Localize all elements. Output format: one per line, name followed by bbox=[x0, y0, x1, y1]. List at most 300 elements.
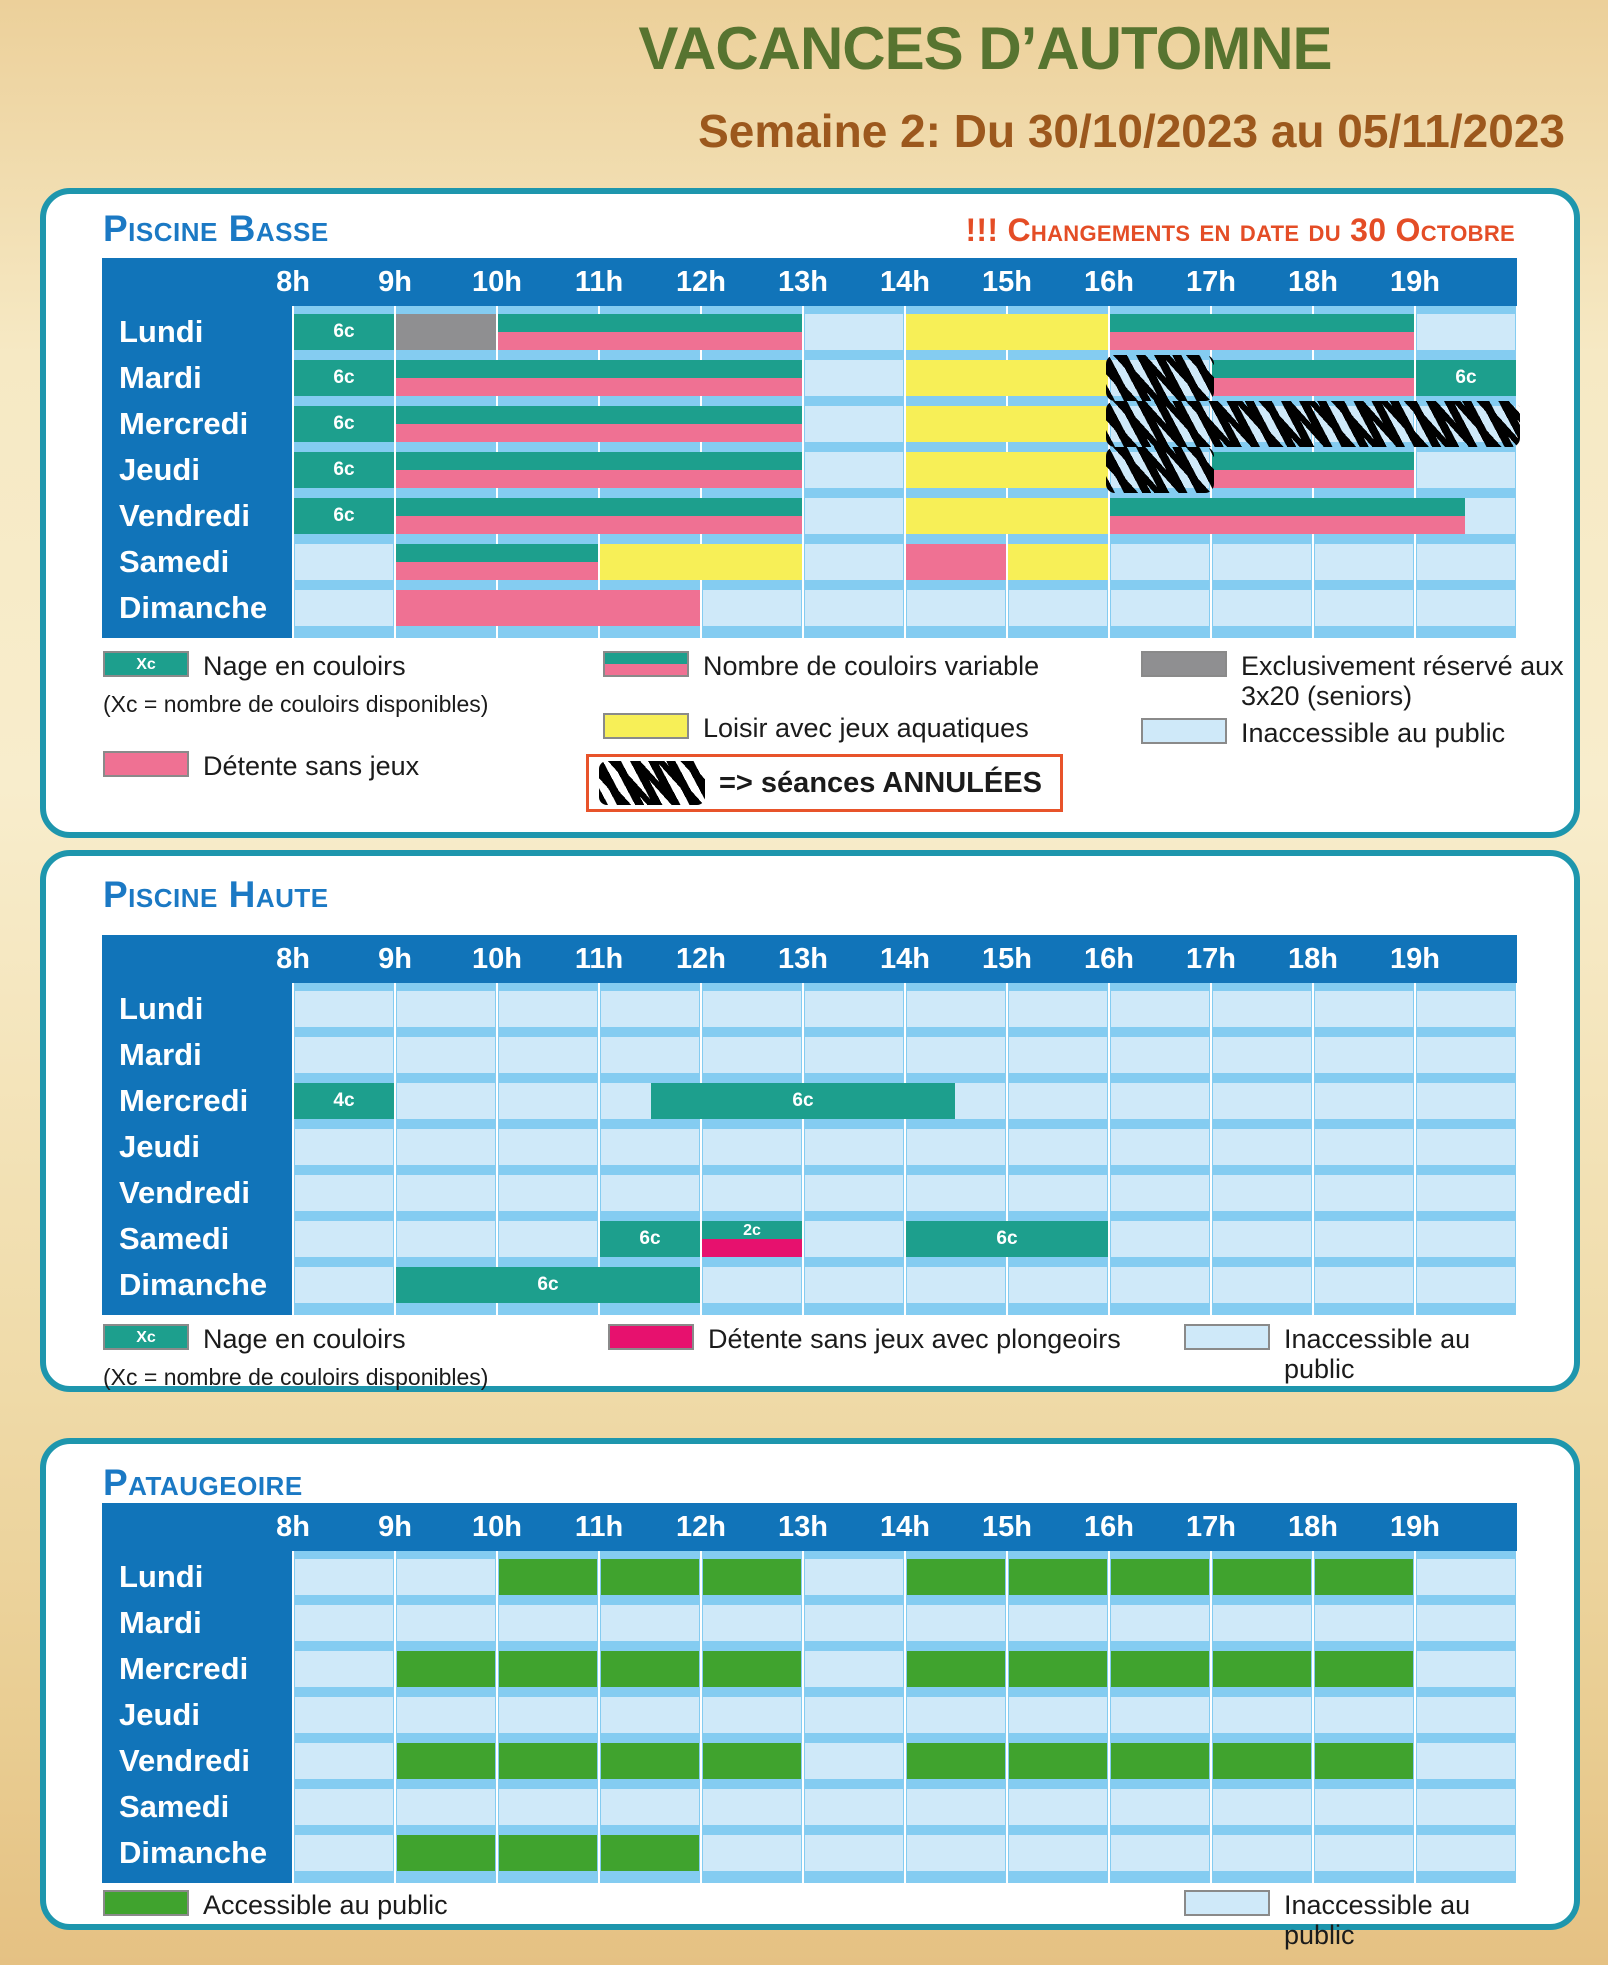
segment-bottom-relax bbox=[1110, 516, 1465, 534]
inaccessible-cell bbox=[1009, 1175, 1107, 1211]
inaccessible-cell bbox=[499, 991, 597, 1027]
hour-gridline bbox=[496, 983, 498, 1315]
inaccessible-cell bbox=[1417, 1221, 1515, 1257]
day-label: Lundi bbox=[119, 1559, 204, 1594]
hour-label: 9h bbox=[378, 266, 412, 298]
lane-count-label: 2c bbox=[743, 1222, 761, 1239]
segment-accessible bbox=[1009, 1559, 1107, 1595]
segment-accessible bbox=[1213, 1651, 1311, 1687]
inaccessible-cell bbox=[805, 991, 903, 1027]
inaccessible-cell bbox=[703, 590, 801, 626]
panel-piscine-haute bbox=[40, 850, 1580, 1392]
segment-seniors_3x20 bbox=[396, 314, 496, 350]
inaccessible-cell bbox=[1111, 544, 1209, 580]
hour-label: 8h bbox=[276, 943, 310, 975]
inaccessible-cell bbox=[1315, 1789, 1413, 1825]
section-title-pataugeoire: Pataugeoire bbox=[103, 1462, 303, 1503]
segment-annulee bbox=[1106, 401, 1520, 447]
segment-nage_en_couloirs bbox=[396, 1267, 700, 1303]
hour-label: 12h bbox=[676, 266, 726, 298]
inaccessible-cell bbox=[1111, 590, 1209, 626]
hour-label: 14h bbox=[880, 266, 930, 298]
segment-nage_en_couloirs bbox=[906, 1221, 1108, 1257]
segment-bottom-relax bbox=[1212, 470, 1414, 488]
inaccessible-cell bbox=[1213, 1605, 1311, 1641]
legend-label: Inaccessible au public bbox=[1284, 1890, 1471, 1950]
hour-label: 18h bbox=[1288, 943, 1338, 975]
grid-header bbox=[102, 935, 1517, 983]
legend-item-inaccessible bbox=[1141, 718, 1505, 748]
hour-label: 11h bbox=[574, 266, 624, 298]
segment-bottom-relax bbox=[396, 378, 802, 396]
hour-gridline bbox=[700, 1551, 702, 1883]
page-title: VACANCES D’AUTOMNE bbox=[638, 15, 1332, 82]
inaccessible-cell bbox=[1417, 1651, 1515, 1687]
inaccessible-cell bbox=[805, 1559, 903, 1595]
inaccessible-cell bbox=[295, 1037, 393, 1073]
hour-gridline bbox=[1414, 983, 1416, 1315]
hour-label: 15h bbox=[982, 943, 1032, 975]
legend-item-lanes_xc bbox=[103, 1324, 406, 1354]
inaccessible-cell bbox=[1111, 1037, 1209, 1073]
inaccessible-cell bbox=[703, 1835, 801, 1871]
legend-item-dive bbox=[608, 1324, 1121, 1354]
segment-detente_sans_jeux bbox=[396, 590, 700, 626]
legend-item-cancelled bbox=[586, 754, 1063, 812]
inaccessible-cell bbox=[601, 991, 699, 1027]
legend-swatch-lanes_xc bbox=[103, 651, 189, 677]
inaccessible-cell bbox=[1417, 1789, 1515, 1825]
segment-bottom-relax bbox=[396, 424, 802, 442]
inaccessible-cell bbox=[397, 1083, 495, 1119]
inaccessible-cell bbox=[1213, 1083, 1311, 1119]
day-label: Samedi bbox=[119, 1221, 230, 1256]
segment-top-lanes bbox=[396, 498, 802, 516]
inaccessible-cell bbox=[907, 1129, 1005, 1165]
segment-bottom-relax bbox=[1110, 332, 1414, 350]
hour-label: 16h bbox=[1084, 1511, 1134, 1543]
legend-swatch-seniors bbox=[1141, 651, 1227, 677]
hour-gridline bbox=[394, 1551, 396, 1883]
day-label: Vendredi bbox=[119, 1175, 250, 1210]
inaccessible-cell bbox=[1111, 991, 1209, 1027]
inaccessible-cell bbox=[397, 1129, 495, 1165]
inaccessible-cell bbox=[1315, 1221, 1413, 1257]
panel-piscine-basse bbox=[40, 188, 1580, 838]
segment-loisir_jeux bbox=[906, 406, 1108, 442]
legend-swatch-label: Xc bbox=[136, 656, 156, 673]
hour-gridline bbox=[1516, 983, 1518, 1315]
hour-gridline bbox=[1108, 983, 1110, 1315]
segment-bottom-relax bbox=[498, 332, 802, 350]
day-label: Jeudi bbox=[119, 1697, 200, 1732]
lane-count-label: 6c bbox=[996, 1228, 1018, 1249]
inaccessible-cell bbox=[295, 1267, 393, 1303]
inaccessible-cell bbox=[1111, 1129, 1209, 1165]
segment-accessible bbox=[1315, 1559, 1413, 1595]
hour-gridline bbox=[1312, 1551, 1314, 1883]
hour-label: 11h bbox=[574, 1511, 624, 1543]
inaccessible-cell bbox=[805, 544, 903, 580]
inaccessible-cell bbox=[1111, 1605, 1209, 1641]
hour-label: 19h bbox=[1390, 266, 1440, 298]
segment-accessible bbox=[1009, 1651, 1107, 1687]
legend-swatch-label: Xc bbox=[136, 1329, 156, 1346]
segment-accessible bbox=[1213, 1559, 1311, 1595]
hour-label: 13h bbox=[778, 1511, 828, 1543]
inaccessible-cell bbox=[703, 1175, 801, 1211]
inaccessible-cell bbox=[1213, 544, 1311, 580]
segment-nage_en_couloirs bbox=[294, 406, 394, 442]
legend-item-inaccessible bbox=[1184, 1890, 1517, 1950]
inaccessible-cell bbox=[397, 1559, 495, 1595]
inaccessible-cell bbox=[1417, 1559, 1515, 1595]
hour-label: 12h bbox=[676, 943, 726, 975]
segment-couloirs_variable bbox=[396, 498, 802, 534]
day-label: Samedi bbox=[119, 544, 230, 579]
hour-label: 17h bbox=[1186, 943, 1236, 975]
inaccessible-cell bbox=[1315, 1605, 1413, 1641]
inaccessible-cell bbox=[1417, 1083, 1515, 1119]
inaccessible-cell bbox=[601, 1175, 699, 1211]
inaccessible-cell bbox=[499, 1083, 597, 1119]
inaccessible-cell bbox=[805, 590, 903, 626]
segment-accessible bbox=[1009, 1743, 1107, 1779]
inaccessible-cell bbox=[703, 1037, 801, 1073]
segment-loisir_jeux bbox=[600, 544, 802, 580]
inaccessible-cell bbox=[805, 452, 903, 488]
hour-gridline bbox=[1414, 306, 1416, 638]
lane-count-label: 6c bbox=[792, 1090, 814, 1111]
inaccessible-cell bbox=[499, 1605, 597, 1641]
segment-accessible bbox=[601, 1651, 699, 1687]
hour-label: 10h bbox=[472, 943, 522, 975]
segment-accessible bbox=[1213, 1743, 1311, 1779]
inaccessible-cell bbox=[907, 1175, 1005, 1211]
inaccessible-cell bbox=[1111, 1789, 1209, 1825]
hour-gridline bbox=[1516, 1551, 1518, 1883]
inaccessible-cell bbox=[1213, 991, 1311, 1027]
inaccessible-cell bbox=[1111, 1083, 1209, 1119]
segment-nage_en_couloirs bbox=[1416, 360, 1516, 396]
lane-count-label: 6c bbox=[639, 1228, 661, 1249]
legend-swatch-lanes_xc bbox=[103, 1324, 189, 1350]
legend-item-lanes_xc bbox=[103, 651, 406, 681]
legend-swatch-inaccessible bbox=[1141, 718, 1227, 744]
segment-top-lanes bbox=[1110, 498, 1465, 516]
segment-bottom-dive bbox=[702, 1239, 802, 1257]
day-label: Jeudi bbox=[119, 1129, 200, 1164]
lane-count-label: 6c bbox=[333, 367, 355, 388]
inaccessible-cell bbox=[805, 1743, 903, 1779]
day-label: Vendredi bbox=[119, 498, 250, 533]
inaccessible-cell bbox=[1009, 1789, 1107, 1825]
segment-couloirs_variable bbox=[396, 452, 802, 488]
day-label: Samedi bbox=[119, 1789, 230, 1824]
inaccessible-cell bbox=[397, 1789, 495, 1825]
hour-gridline bbox=[1516, 306, 1518, 638]
inaccessible-cell bbox=[805, 360, 903, 396]
segment-top-lanes bbox=[1212, 452, 1414, 470]
inaccessible-cell bbox=[805, 1789, 903, 1825]
segment-couloirs_variable bbox=[396, 406, 802, 442]
hour-gridline bbox=[1108, 1551, 1110, 1883]
segment-accessible bbox=[907, 1559, 1005, 1595]
hour-label: 9h bbox=[378, 1511, 412, 1543]
inaccessible-cell bbox=[907, 1605, 1005, 1641]
inaccessible-cell bbox=[295, 1743, 393, 1779]
inaccessible-cell bbox=[1315, 1267, 1413, 1303]
legend-swatch-relax bbox=[103, 751, 189, 777]
segment-top-lanes bbox=[396, 452, 802, 470]
inaccessible-cell bbox=[295, 1605, 393, 1641]
legend-label: Inaccessible au public bbox=[1241, 718, 1506, 748]
inaccessible-cell bbox=[1111, 1221, 1209, 1257]
inaccessible-cell bbox=[1213, 1037, 1311, 1073]
segment-detente_sans_jeux bbox=[906, 544, 1006, 580]
hour-gridline bbox=[802, 983, 804, 1315]
inaccessible-cell bbox=[805, 1221, 903, 1257]
inaccessible-cell bbox=[1315, 1129, 1413, 1165]
segment-nage_en_couloirs bbox=[294, 1083, 394, 1119]
inaccessible-cell bbox=[1009, 1129, 1107, 1165]
hour-gridline bbox=[904, 1551, 906, 1883]
inaccessible-cell bbox=[1213, 1221, 1311, 1257]
legend-piscine-haute bbox=[103, 1324, 1517, 1394]
legend-label: Inaccessible au public bbox=[1284, 1324, 1471, 1384]
inaccessible-cell bbox=[805, 314, 903, 350]
hour-label: 13h bbox=[778, 266, 828, 298]
segment-nage_en_couloirs bbox=[600, 1221, 700, 1257]
inaccessible-cell bbox=[397, 1221, 495, 1257]
inaccessible-cell bbox=[805, 406, 903, 442]
segment-couloirs_variable bbox=[498, 314, 802, 350]
legend-swatch-cancelled bbox=[599, 761, 705, 805]
inaccessible-cell bbox=[499, 1175, 597, 1211]
segment-accessible bbox=[397, 1651, 495, 1687]
inaccessible-cell bbox=[1315, 1835, 1413, 1871]
segment-couloirs_et_plongeoirs bbox=[702, 1221, 802, 1257]
hour-label: 10h bbox=[472, 266, 522, 298]
segment-couloirs_variable bbox=[1110, 498, 1465, 534]
inaccessible-cell bbox=[499, 1697, 597, 1733]
legend-swatch-dive bbox=[608, 1324, 694, 1350]
segment-accessible bbox=[397, 1743, 495, 1779]
inaccessible-cell bbox=[1315, 590, 1413, 626]
inaccessible-cell bbox=[703, 1789, 801, 1825]
hour-label: 14h bbox=[880, 943, 930, 975]
inaccessible-cell bbox=[295, 1835, 393, 1871]
grid-body bbox=[102, 983, 1517, 1315]
segment-annulee bbox=[1106, 447, 1214, 493]
inaccessible-cell bbox=[805, 1037, 903, 1073]
segment-nage_en_couloirs bbox=[294, 452, 394, 488]
inaccessible-cell bbox=[601, 1129, 699, 1165]
segment-loisir_jeux bbox=[906, 314, 1108, 350]
inaccessible-cell bbox=[1009, 1083, 1107, 1119]
inaccessible-cell bbox=[1315, 1037, 1413, 1073]
inaccessible-cell bbox=[1417, 1129, 1515, 1165]
inaccessible-cell bbox=[1417, 1743, 1515, 1779]
segment-couloirs_variable bbox=[1110, 314, 1414, 350]
legend-swatch-games bbox=[603, 713, 689, 739]
hour-gridline bbox=[394, 983, 396, 1315]
day-label: Jeudi bbox=[119, 452, 200, 487]
hour-gridline bbox=[904, 983, 906, 1315]
inaccessible-cell bbox=[1417, 1697, 1515, 1733]
grid-body bbox=[102, 306, 1517, 638]
segment-bottom-relax bbox=[396, 470, 802, 488]
inaccessible-cell bbox=[397, 1605, 495, 1641]
legend-item-inaccessible bbox=[1184, 1324, 1517, 1384]
panel-pataugeoire bbox=[40, 1438, 1580, 1950]
hour-gridline bbox=[1006, 983, 1008, 1315]
legend-label: => séances ANNULÉES bbox=[719, 767, 1042, 799]
segment-loisir_jeux bbox=[906, 360, 1108, 396]
legend-label: Nage en couloirs bbox=[203, 1324, 406, 1354]
schedule-grid-pataugeoire bbox=[102, 1503, 1517, 1883]
inaccessible-cell bbox=[1111, 1697, 1209, 1733]
inaccessible-cell bbox=[1009, 1037, 1107, 1073]
hour-label: 15h bbox=[982, 1511, 1032, 1543]
hour-gridline bbox=[598, 983, 600, 1315]
hour-gridline bbox=[1210, 1551, 1212, 1883]
inaccessible-cell bbox=[703, 1697, 801, 1733]
inaccessible-cell bbox=[1417, 1267, 1515, 1303]
inaccessible-cell bbox=[907, 590, 1005, 626]
hour-label: 9h bbox=[378, 943, 412, 975]
segment-accessible bbox=[499, 1835, 597, 1871]
legend-label: Nage en couloirs bbox=[203, 651, 406, 681]
inaccessible-cell bbox=[1009, 1605, 1107, 1641]
inaccessible-cell bbox=[1213, 1129, 1311, 1165]
segment-loisir_jeux bbox=[906, 452, 1108, 488]
page-subtitle: Semaine 2: Du 30/10/2023 au 05/11/2023 bbox=[698, 105, 1565, 157]
segment-top-lanes bbox=[498, 314, 802, 332]
day-label: Mardi bbox=[119, 1605, 202, 1640]
lane-count-label: 6c bbox=[333, 505, 355, 526]
segment-accessible bbox=[907, 1743, 1005, 1779]
day-label: Mercredi bbox=[119, 1651, 249, 1686]
inaccessible-cell bbox=[805, 1267, 903, 1303]
legend-label: Détente sans jeux avec plongeoirs bbox=[708, 1324, 1121, 1354]
segment-accessible bbox=[703, 1743, 801, 1779]
legend-pataugeoire bbox=[103, 1890, 1517, 1950]
inaccessible-cell bbox=[805, 1697, 903, 1733]
hour-label: 14h bbox=[880, 1511, 930, 1543]
inaccessible-cell bbox=[1315, 544, 1413, 580]
hour-gridline bbox=[496, 1551, 498, 1883]
segment-top-lanes bbox=[1212, 360, 1414, 378]
inaccessible-cell bbox=[907, 1697, 1005, 1733]
section-title-piscine-haute: Piscine Haute bbox=[103, 874, 329, 915]
inaccessible-cell bbox=[601, 1037, 699, 1073]
segment-couloirs_variable bbox=[1212, 452, 1414, 488]
inaccessible-cell bbox=[1213, 1697, 1311, 1733]
segment-top-lanes bbox=[1110, 314, 1414, 332]
segment-loisir_jeux bbox=[1008, 544, 1108, 580]
inaccessible-cell bbox=[397, 1037, 495, 1073]
inaccessible-cell bbox=[1213, 1267, 1311, 1303]
legend-label: Exclusivement réservé aux 3x20 (seniors) bbox=[1241, 651, 1564, 711]
hour-gridline bbox=[292, 1551, 294, 1883]
grid-body bbox=[102, 1551, 1517, 1883]
segment-loisir_jeux bbox=[906, 498, 1108, 534]
legend-item-accessible bbox=[103, 1890, 448, 1920]
segment-accessible bbox=[1111, 1651, 1209, 1687]
inaccessible-cell bbox=[295, 1129, 393, 1165]
hour-label: 19h bbox=[1390, 1511, 1440, 1543]
segment-accessible bbox=[601, 1743, 699, 1779]
segment-couloirs_variable bbox=[396, 360, 802, 396]
segment-annulee bbox=[1106, 355, 1214, 401]
segment-accessible bbox=[499, 1559, 597, 1595]
legend-item-games bbox=[603, 713, 1029, 743]
legend-label: Détente sans jeux bbox=[203, 751, 420, 781]
inaccessible-cell bbox=[295, 991, 393, 1027]
inaccessible-cell bbox=[601, 1789, 699, 1825]
lane-count-label: 6c bbox=[333, 413, 355, 434]
hour-label: 17h bbox=[1186, 1511, 1236, 1543]
inaccessible-cell bbox=[1111, 1175, 1209, 1211]
segment-accessible bbox=[703, 1651, 801, 1687]
inaccessible-cell bbox=[907, 1037, 1005, 1073]
inaccessible-cell bbox=[1009, 1267, 1107, 1303]
inaccessible-cell bbox=[805, 1605, 903, 1641]
segment-couloirs_variable bbox=[396, 544, 598, 580]
inaccessible-cell bbox=[1009, 991, 1107, 1027]
lane-count-label: 6c bbox=[1455, 367, 1477, 388]
inaccessible-cell bbox=[295, 1789, 393, 1825]
segment-top-lanes bbox=[396, 360, 802, 378]
segment-nage_en_couloirs bbox=[294, 314, 394, 350]
hour-label: 12h bbox=[676, 1511, 726, 1543]
inaccessible-cell bbox=[1315, 1083, 1413, 1119]
cancelled-legend-box bbox=[586, 754, 1063, 812]
hour-gridline bbox=[598, 1551, 600, 1883]
inaccessible-cell bbox=[805, 1129, 903, 1165]
inaccessible-cell bbox=[1417, 1175, 1515, 1211]
inaccessible-cell bbox=[1213, 1835, 1311, 1871]
inaccessible-cell bbox=[1417, 1835, 1515, 1871]
hour-gridline bbox=[802, 306, 804, 638]
segment-nage_en_couloirs bbox=[294, 360, 394, 396]
lane-count-label: 6c bbox=[333, 459, 355, 480]
segment-accessible bbox=[907, 1651, 1005, 1687]
segment-accessible bbox=[1315, 1651, 1413, 1687]
inaccessible-cell bbox=[1009, 590, 1107, 626]
legend-item-relax bbox=[103, 751, 419, 781]
inaccessible-cell bbox=[805, 1835, 903, 1871]
inaccessible-cell bbox=[1417, 991, 1515, 1027]
inaccessible-cell bbox=[1213, 590, 1311, 626]
hour-gridline bbox=[802, 1551, 804, 1883]
inaccessible-cell bbox=[295, 1221, 393, 1257]
schedule-grid-piscine-haute bbox=[102, 935, 1517, 1315]
inaccessible-cell bbox=[805, 1651, 903, 1687]
hour-label: 17h bbox=[1186, 266, 1236, 298]
segment-couloirs_variable bbox=[1212, 360, 1414, 396]
segment-accessible bbox=[499, 1651, 597, 1687]
segment-accessible bbox=[1111, 1743, 1209, 1779]
inaccessible-cell bbox=[601, 1605, 699, 1641]
legend-label: Nombre de couloirs variable bbox=[703, 651, 1040, 681]
segment-top-lanes bbox=[396, 544, 598, 562]
day-label: Mardi bbox=[119, 360, 202, 395]
inaccessible-cell bbox=[1111, 1267, 1209, 1303]
lane-count-label: 6c bbox=[333, 321, 355, 342]
hour-label: 16h bbox=[1084, 266, 1134, 298]
